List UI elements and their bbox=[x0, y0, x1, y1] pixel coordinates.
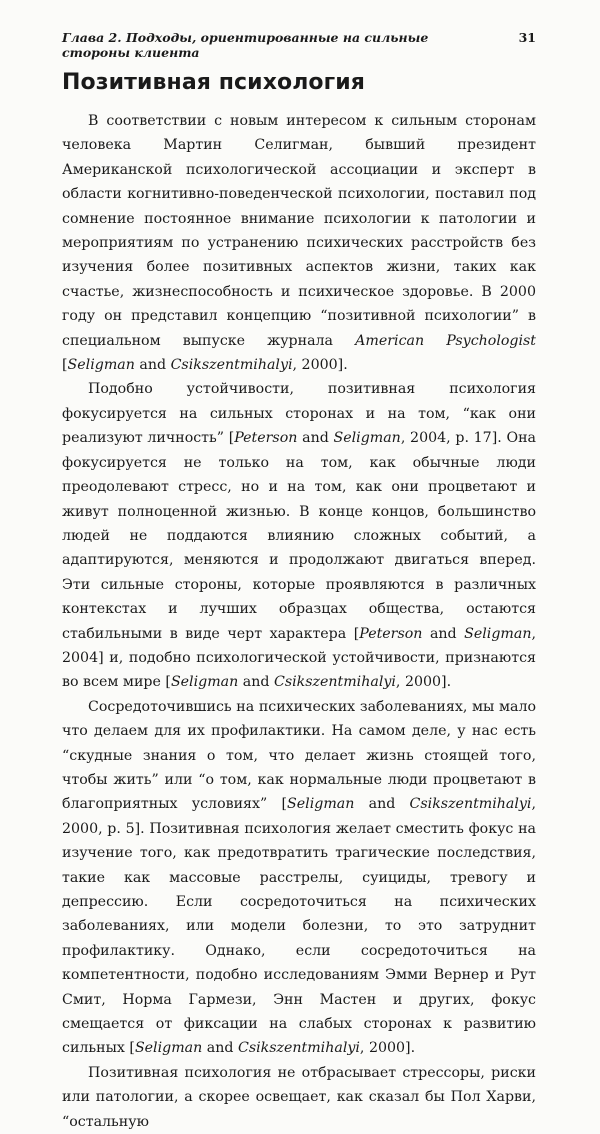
text-run: , 2000]. bbox=[292, 357, 348, 374]
italic-run: Seligman bbox=[287, 796, 355, 813]
text-run: , 2000, p. 5]. Позитивная психология желает сместить фокус на изучение того, как предотвратить трагические последствия, такие как массовые расстрелы, суициды, тревогу и депрессию. Если сосредоточиться на психических заболеваниях, или модели болезни, то это затруднит профилактику. Однако, если сосредоточиться на компетентности, подобно исследованиям Эмми Вернер и Рут Смит, Норма Гармези, Энн Мастен и других, фокус смещается от фиксации на слабых сторонах к развитию сильных [ bbox=[62, 796, 536, 1057]
text-run: and bbox=[297, 430, 334, 447]
paragraph bbox=[62, 1061, 536, 1134]
italic-run: Seligman bbox=[333, 430, 401, 447]
body-text bbox=[62, 109, 536, 1134]
text-run: and bbox=[354, 796, 410, 813]
chapter-title: Глава 2. Подходы, ориентированные на сильные стороны клиента bbox=[62, 30, 429, 60]
text-run: , 2004] и, подобно психологической устойчивости, признаются во всем мире [ bbox=[62, 625, 536, 691]
italic-run: Seligman bbox=[464, 625, 532, 642]
text-run: , 2000]. bbox=[359, 1040, 416, 1057]
text-run: В соответствии с новым интересом к сильным сторонам человека Мартин Селигман, бывший президент Американской психологической ассоциации и эксперт в области когнитивно-поведенческой психологии, поставил под сомнение постоянное внимание психологии к патологии и мероприятиям по устранению психических расстройств без изучения более позитивных аспектов жизни, таких как счастье, жизнеспособность и психическое здоровье. В 2000 году он представил концепцию “позитивной психологии” в специальном выпуске журнала bbox=[62, 113, 536, 349]
running-head bbox=[62, 30, 536, 60]
text-run: [ bbox=[62, 357, 68, 374]
text-run: and bbox=[422, 625, 465, 642]
paragraph bbox=[62, 109, 536, 377]
italic-run: Seligman bbox=[134, 1040, 203, 1057]
text-run: , 2004, p. 17]. Она фокусируется не только на том, как обычные люди преодолевают стресс, но и на том, как они процветают и живут полноценной жизнью. В конце концов, большинство людей не поддаются влиянию сложных событий, а адаптируются, меняются и продолжают двигаться вперед. Эти сильные стороны, которые проявляются в различных контекстах и лучших образцах общества, остаются стабильными в виде черт характера [ bbox=[62, 430, 536, 642]
text-run: Позитивная психология не отбрасывает стрессоры, риски или патологии, а скорее освещает, как сказал бы Пол Харви, “остальную bbox=[62, 1064, 536, 1130]
page-number: 31 bbox=[518, 30, 536, 45]
italic-run: Peterson bbox=[359, 625, 423, 642]
text-run: Сосредоточившись на психических заболеваниях, мы мало что делаем для их профилактики. На самом деле, у нас есть “скудные знания о том, что делает жизнь стоящей того, чтобы жить” или “о том, как нормальные люди процветают в благоприятных условиях” [ bbox=[62, 698, 536, 813]
italic-run: Csikszentmihalyi bbox=[409, 796, 532, 813]
italic-run: Csikszentmihalyi bbox=[237, 1040, 360, 1057]
text-run: , 2000]. bbox=[395, 674, 452, 691]
italic-run: Seligman bbox=[170, 674, 239, 691]
text-run: and bbox=[202, 1040, 238, 1057]
italic-run: Seligman bbox=[67, 357, 135, 374]
text-run: Подобно устойчивости, позитивная психология фокусируется на сильных сторонах и на том, “как они реализуют личность” [ bbox=[62, 381, 536, 447]
section-title: Позитивная психология bbox=[62, 70, 365, 95]
italic-run: American Psychologist bbox=[355, 332, 537, 349]
text-run: and bbox=[134, 357, 171, 374]
italic-run: Csikszentmihalyi bbox=[170, 357, 293, 374]
italic-run: Peterson bbox=[234, 430, 298, 447]
italic-run: Csikszentmihalyi bbox=[273, 674, 396, 691]
paragraph bbox=[62, 377, 536, 694]
text-run: and bbox=[238, 674, 274, 691]
